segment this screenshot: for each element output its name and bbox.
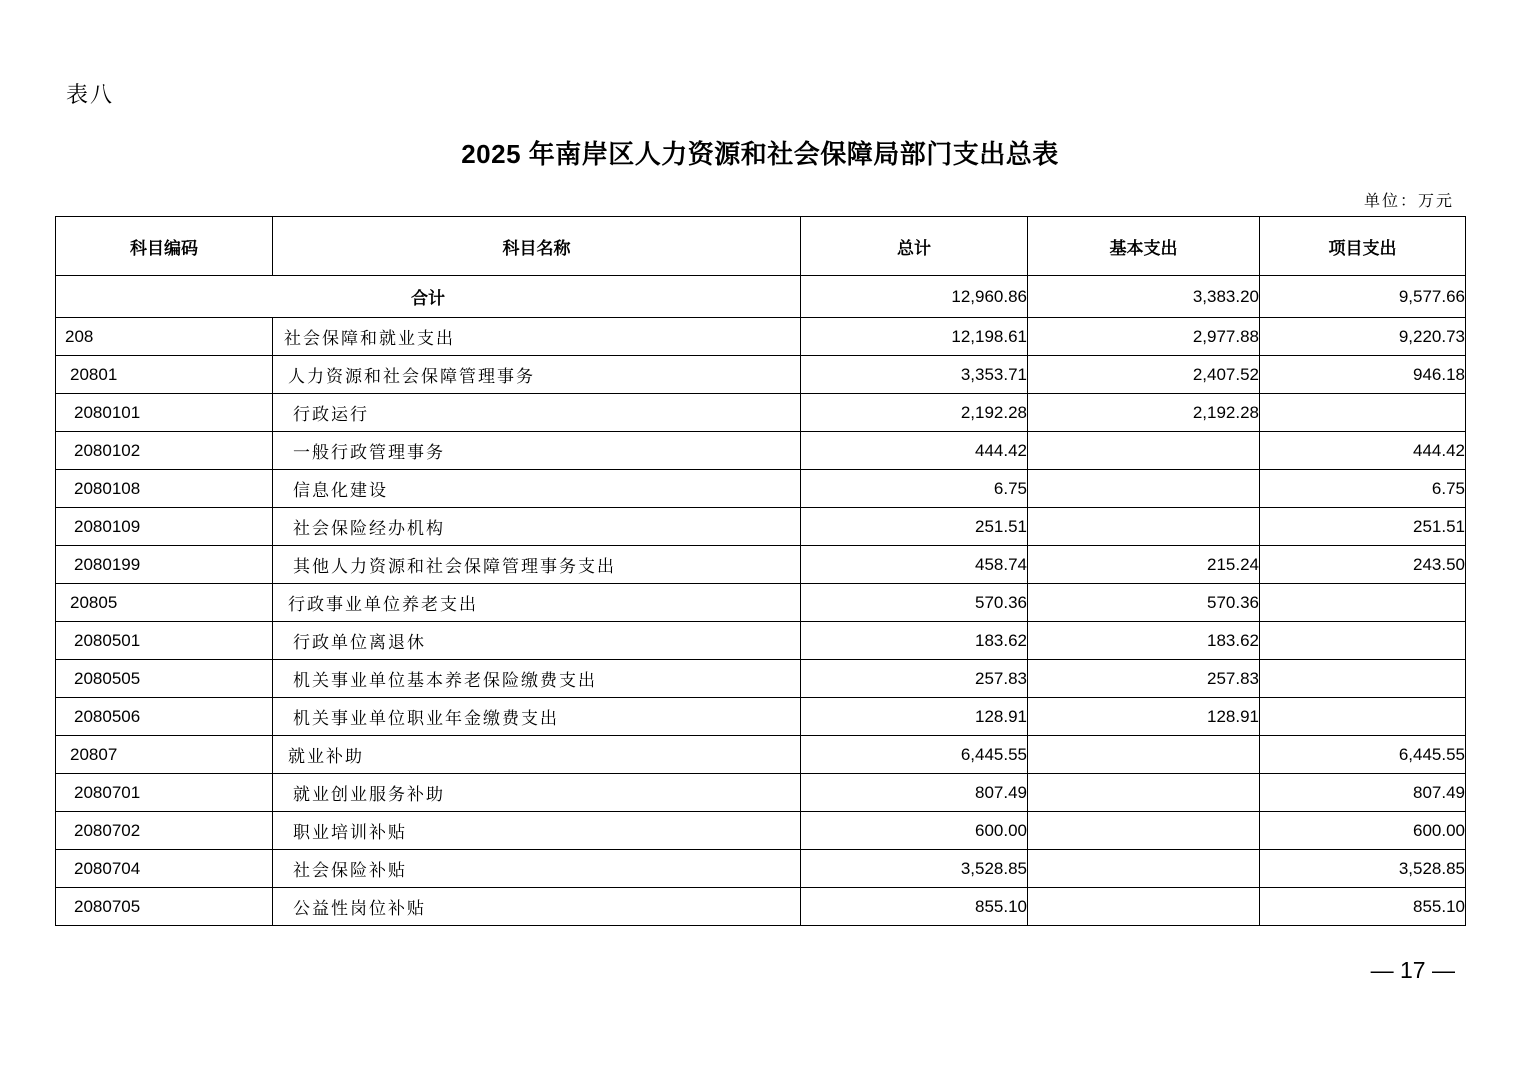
row-basic-cell	[1028, 508, 1260, 546]
row-code-cell: 2080704	[56, 850, 273, 888]
row-code-cell: 2080109	[56, 508, 273, 546]
row-name-cell: 行政单位离退休	[273, 622, 801, 660]
row-total-cell: 3,353.71	[801, 356, 1028, 394]
row-basic-cell: 2,407.52	[1028, 356, 1260, 394]
row-project-cell: 243.50	[1260, 546, 1466, 584]
row-project-cell: 6.75	[1260, 470, 1466, 508]
row-total-cell: 2,192.28	[801, 394, 1028, 432]
table-row	[56, 508, 1466, 546]
row-name-cell: 信息化建设	[273, 470, 801, 508]
row-total-cell: 570.36	[801, 584, 1028, 622]
row-basic-cell: 183.62	[1028, 622, 1260, 660]
row-basic-cell: 2,192.28	[1028, 394, 1260, 432]
row-total-cell: 12,198.61	[801, 318, 1028, 356]
row-basic-cell	[1028, 736, 1260, 774]
table-row	[56, 812, 1466, 850]
row-total-cell: 3,528.85	[801, 850, 1028, 888]
row-code-cell: 2080505	[56, 660, 273, 698]
row-code-cell: 2080506	[56, 698, 273, 736]
row-code-cell: 20807	[56, 736, 273, 774]
summary-basic: 3,383.20	[1028, 276, 1260, 318]
row-total-cell: 6.75	[801, 470, 1028, 508]
row-project-cell: 855.10	[1260, 888, 1466, 926]
row-name-cell: 行政事业单位养老支出	[273, 584, 801, 622]
table-row	[56, 888, 1466, 926]
row-name-cell: 社会保障和就业支出	[273, 318, 801, 356]
row-name-cell: 人力资源和社会保障管理事务	[273, 356, 801, 394]
table-row	[56, 736, 1466, 774]
row-basic-cell: 215.24	[1028, 546, 1260, 584]
table-body	[56, 276, 1466, 926]
row-project-cell: 3,528.85	[1260, 850, 1466, 888]
row-name-cell: 就业补助	[273, 736, 801, 774]
row-name-cell: 其他人力资源和社会保障管理事务支出	[273, 546, 801, 584]
row-project-cell	[1260, 660, 1466, 698]
row-name-cell: 公益性岗位补贴	[273, 888, 801, 926]
row-basic-cell: 570.36	[1028, 584, 1260, 622]
row-name-cell: 机关事业单位职业年金缴费支出	[273, 698, 801, 736]
row-name-cell: 行政运行	[273, 394, 801, 432]
row-total-cell: 257.83	[801, 660, 1028, 698]
row-total-cell: 183.62	[801, 622, 1028, 660]
row-name-cell: 社会保险补贴	[273, 850, 801, 888]
row-basic-cell: 2,977.88	[1028, 318, 1260, 356]
row-total-cell: 600.00	[801, 812, 1028, 850]
row-project-cell: 444.42	[1260, 432, 1466, 470]
column-header-project: 项目支出	[1260, 217, 1466, 276]
row-project-cell	[1260, 584, 1466, 622]
row-name-cell: 机关事业单位基本养老保险缴费支出	[273, 660, 801, 698]
row-total-cell: 458.74	[801, 546, 1028, 584]
row-code-cell: 208	[56, 318, 273, 356]
row-project-cell: 9,220.73	[1260, 318, 1466, 356]
row-name-cell: 一般行政管理事务	[273, 432, 801, 470]
summary-label: 合计	[56, 276, 801, 318]
row-code-cell: 20801	[56, 356, 273, 394]
row-total-cell: 6,445.55	[801, 736, 1028, 774]
column-header-name: 科目名称	[273, 217, 801, 276]
summary-total: 12,960.86	[801, 276, 1028, 318]
row-project-cell	[1260, 622, 1466, 660]
table-number-label: 表八	[66, 83, 115, 108]
table-row	[56, 318, 1466, 356]
row-name-cell: 就业创业服务补助	[273, 774, 801, 812]
row-project-cell: 251.51	[1260, 508, 1466, 546]
row-basic-cell	[1028, 432, 1260, 470]
row-project-cell: 807.49	[1260, 774, 1466, 812]
table-row	[56, 356, 1466, 394]
row-total-cell: 855.10	[801, 888, 1028, 926]
column-header-basic: 基本支出	[1028, 217, 1260, 276]
table-row	[56, 660, 1466, 698]
row-code-cell: 2080108	[56, 470, 273, 508]
table-row	[56, 622, 1466, 660]
row-code-cell: 2080705	[56, 888, 273, 926]
table-row	[56, 584, 1466, 622]
row-code-cell: 2080701	[56, 774, 273, 812]
table-row	[56, 394, 1466, 432]
page-title: 2025 年南岸区人力资源和社会保障局部门支出总表	[461, 139, 1059, 169]
row-basic-cell: 128.91	[1028, 698, 1260, 736]
table-row	[56, 546, 1466, 584]
page-number: — 17 —	[1370, 957, 1455, 983]
row-code-cell: 20805	[56, 584, 273, 622]
table-row	[56, 698, 1466, 736]
row-basic-cell	[1028, 812, 1260, 850]
table-row	[56, 432, 1466, 470]
row-code-cell: 2080101	[56, 394, 273, 432]
row-project-cell	[1260, 698, 1466, 736]
table-row	[56, 470, 1466, 508]
row-total-cell: 128.91	[801, 698, 1028, 736]
row-project-cell: 6,445.55	[1260, 736, 1466, 774]
row-code-cell: 2080501	[56, 622, 273, 660]
table-header-row	[56, 217, 1466, 276]
row-code-cell: 2080702	[56, 812, 273, 850]
column-header-total: 总计	[801, 217, 1028, 276]
row-basic-cell: 257.83	[1028, 660, 1260, 698]
row-project-cell	[1260, 394, 1466, 432]
row-name-cell: 社会保险经办机构	[273, 508, 801, 546]
unit-label: 单位：万元	[1363, 191, 1454, 210]
row-basic-cell	[1028, 888, 1260, 926]
summary-row	[56, 276, 1466, 318]
row-basic-cell	[1028, 470, 1260, 508]
expense-table	[55, 216, 1466, 926]
row-total-cell: 807.49	[801, 774, 1028, 812]
row-total-cell: 251.51	[801, 508, 1028, 546]
table-row	[56, 774, 1466, 812]
row-total-cell: 444.42	[801, 432, 1028, 470]
row-basic-cell	[1028, 774, 1260, 812]
column-header-code: 科目编码	[56, 217, 273, 276]
row-name-cell: 职业培训补贴	[273, 812, 801, 850]
row-code-cell: 2080102	[56, 432, 273, 470]
row-code-cell: 2080199	[56, 546, 273, 584]
row-basic-cell	[1028, 850, 1260, 888]
table-row	[56, 850, 1466, 888]
row-project-cell: 600.00	[1260, 812, 1466, 850]
row-project-cell: 946.18	[1260, 356, 1466, 394]
summary-project: 9,577.66	[1260, 276, 1466, 318]
